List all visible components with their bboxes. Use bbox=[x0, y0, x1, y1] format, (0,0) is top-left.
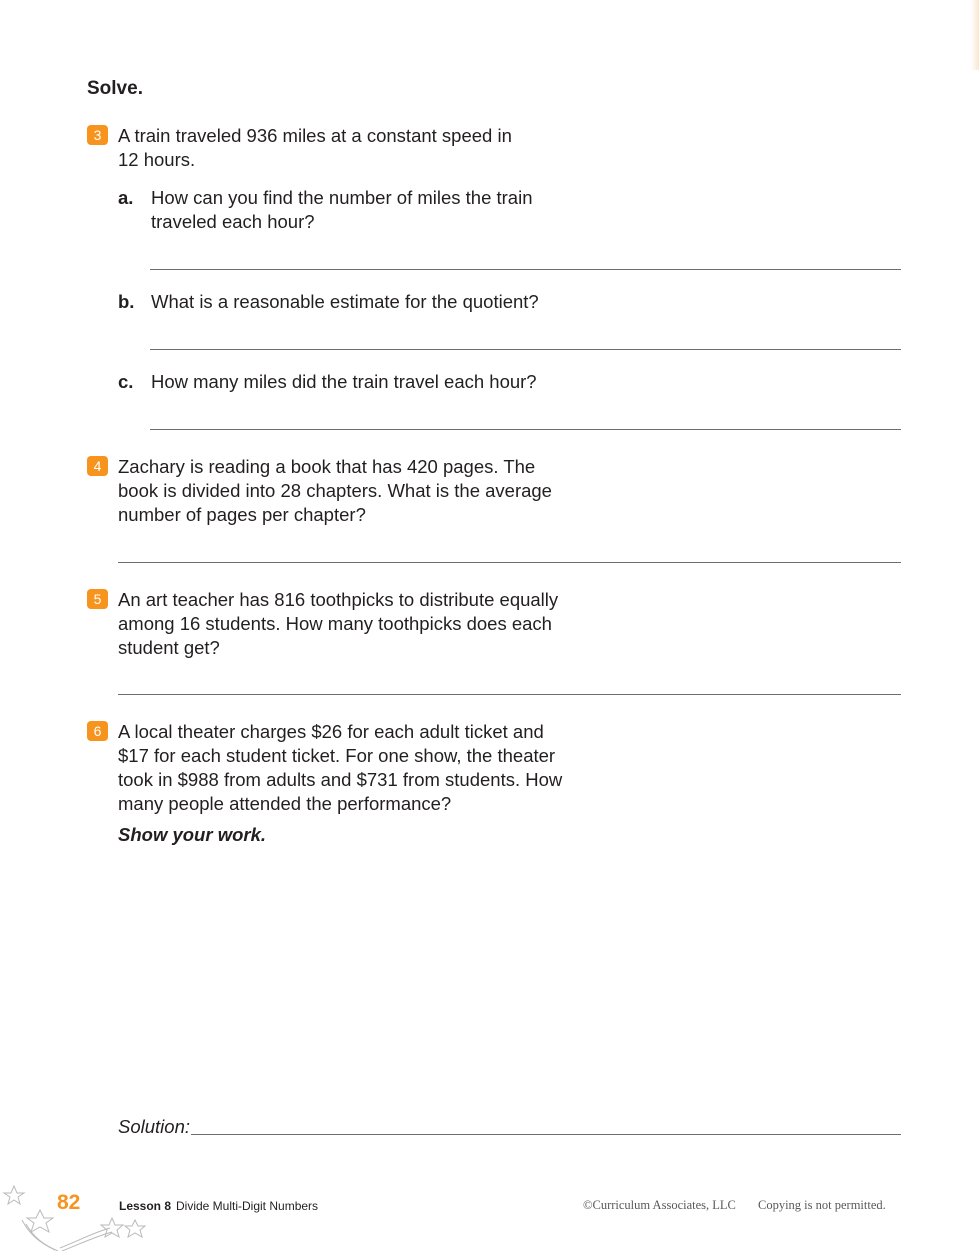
answer-line[interactable] bbox=[118, 562, 901, 563]
question-line: A local theater charges $26 for each adult ticket and bbox=[118, 721, 544, 742]
solution-label: Solution: bbox=[118, 1116, 190, 1137]
part-letter: c. bbox=[118, 371, 134, 392]
question-line: among 16 students. How many toothpicks does each bbox=[118, 613, 552, 634]
lesson-number: Lesson 8 bbox=[119, 1199, 172, 1213]
question-text bbox=[118, 124, 512, 172]
question-line: An art teacher has 816 toothpicks to distribute equally bbox=[118, 589, 559, 610]
part-line: How many miles did the train travel each hour? bbox=[151, 371, 537, 392]
question-line: A train traveled 936 miles at a constant speed in bbox=[118, 125, 512, 146]
answer-line[interactable] bbox=[150, 429, 901, 430]
part-line: How can you find the number of miles the train bbox=[151, 187, 533, 208]
copying-notice: Copying is not permitted. bbox=[758, 1198, 886, 1212]
question-text bbox=[118, 588, 558, 660]
solution-answer-line[interactable] bbox=[191, 1134, 901, 1135]
lesson-title: Divide Multi-Digit Numbers bbox=[176, 1199, 319, 1213]
part-text bbox=[151, 370, 537, 394]
part-text bbox=[151, 290, 539, 314]
answer-line[interactable] bbox=[150, 269, 901, 270]
part-line: What is a reasonable estimate for the quotient? bbox=[151, 291, 539, 312]
question-line: number of pages per chapter? bbox=[118, 504, 366, 525]
show-work-prompt: Show your work. bbox=[118, 824, 267, 845]
part-letter: a. bbox=[118, 187, 134, 208]
question-text bbox=[118, 720, 562, 816]
question-line: Zachary is reading a book that has 420 pages. The bbox=[118, 456, 536, 477]
question-number-badge: 6 bbox=[87, 721, 108, 741]
question-number-badge: 4 bbox=[87, 456, 108, 476]
part-line: traveled each hour? bbox=[151, 211, 315, 232]
question-line: many people attended the performance? bbox=[118, 793, 452, 814]
question-line: 12 hours. bbox=[118, 149, 196, 170]
question-text bbox=[118, 455, 552, 527]
question-number-badge: 3 bbox=[87, 125, 108, 145]
question-line: book is divided into 28 chapters. What is the average bbox=[118, 480, 552, 501]
answer-line[interactable] bbox=[118, 694, 901, 695]
answer-line[interactable] bbox=[150, 349, 901, 350]
question-line: student get? bbox=[118, 637, 220, 658]
section-heading: Solve. bbox=[87, 78, 143, 99]
question-line: $17 for each student ticket. For one show, the theater bbox=[118, 745, 556, 766]
page-number: 82 bbox=[57, 1191, 81, 1214]
question-number-badge: 5 bbox=[87, 589, 108, 609]
page-edge-tab bbox=[971, 0, 979, 70]
part-letter: b. bbox=[118, 291, 135, 312]
copyright-notice: ©Curriculum Associates, LLC bbox=[583, 1198, 736, 1212]
part-text bbox=[151, 186, 533, 234]
question-line: took in $988 from adults and $731 from students. How bbox=[118, 769, 563, 790]
